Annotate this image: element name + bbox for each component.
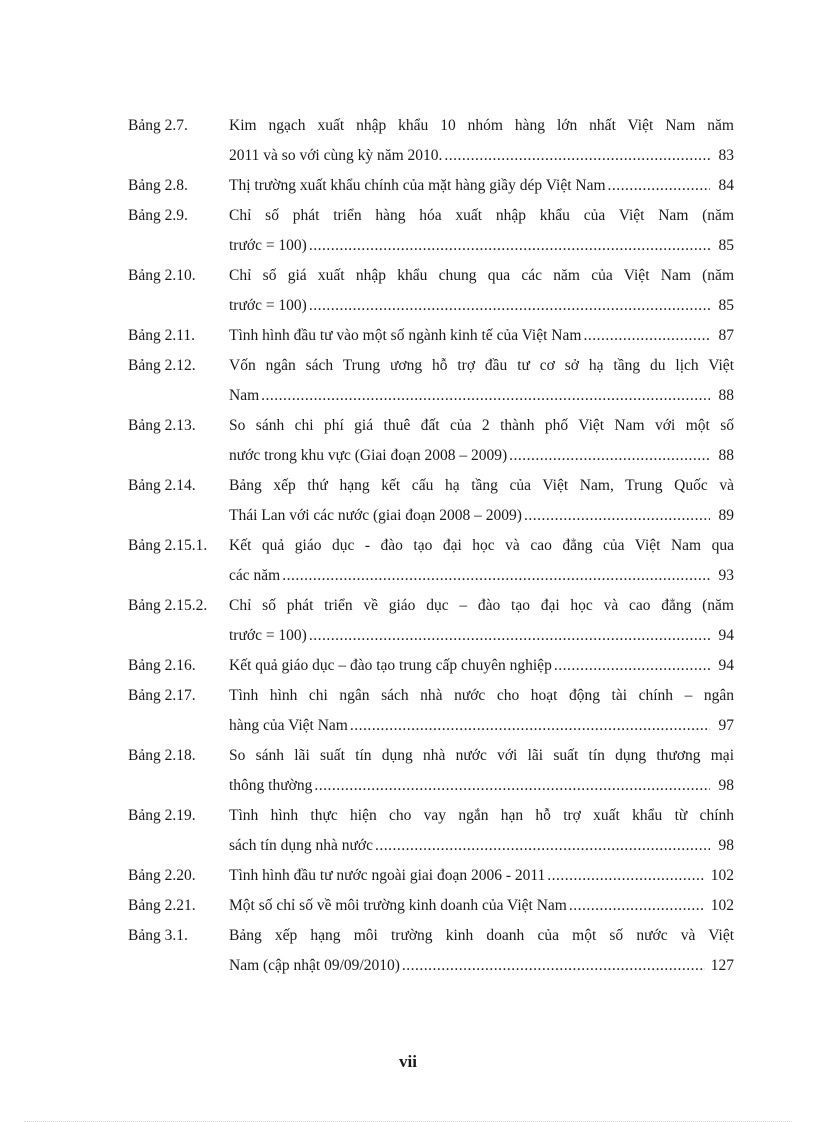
toc-entry[interactable] bbox=[128, 321, 734, 351]
entry-body bbox=[229, 891, 734, 921]
entry-body bbox=[229, 741, 734, 801]
table-number: Bảng 2.18. bbox=[128, 747, 196, 764]
entry-title-line: Vốn ngân sách Trung ương hỗ trợ đầu tư cơ sở hạ tầng du lịch Việt bbox=[229, 357, 734, 374]
dot-leader bbox=[444, 141, 710, 171]
entry-last-line bbox=[229, 621, 734, 651]
entry-last-line bbox=[229, 891, 734, 921]
dot-leader bbox=[309, 231, 710, 261]
table-number: Bảng 2.14. bbox=[128, 477, 196, 494]
dot-leader bbox=[309, 621, 710, 651]
entry-body bbox=[229, 921, 734, 981]
entry-title-end: Nam bbox=[229, 387, 260, 404]
dot-leader bbox=[375, 831, 710, 861]
table-number: Bảng 2.21. bbox=[128, 897, 196, 914]
entry-body bbox=[229, 861, 734, 891]
entry-last-line bbox=[229, 711, 734, 741]
toc-entry[interactable] bbox=[128, 201, 734, 261]
dot-leader bbox=[509, 441, 710, 471]
entry-last-line bbox=[229, 141, 734, 171]
entry-title-end: trước = 100) bbox=[229, 297, 307, 314]
page-ref: 97 bbox=[718, 717, 734, 734]
table-number: Bảng 2.20. bbox=[128, 867, 196, 884]
entry-title-end: Một số chỉ số về môi trường kinh doanh của Việt Nam bbox=[229, 897, 567, 914]
entry-title-line: Chỉ số phát triển hàng hóa xuất nhập khẩu của Việt Nam (năm bbox=[229, 207, 734, 224]
toc-entry[interactable] bbox=[128, 591, 734, 651]
page-ref: 127 bbox=[710, 957, 734, 974]
toc-entry[interactable] bbox=[128, 531, 734, 591]
toc-entry[interactable] bbox=[128, 741, 734, 801]
toc-entry[interactable] bbox=[128, 801, 734, 861]
dot-leader bbox=[309, 291, 710, 321]
entry-title-end: thông thường bbox=[229, 777, 313, 794]
table-number: Bảng 2.12. bbox=[128, 357, 196, 374]
entry-title-end: Thái Lan với các nước (giai đoạn 2008 – 2009) bbox=[229, 507, 522, 524]
entry-last-line bbox=[229, 291, 734, 321]
entry-title-end: nước trong khu vực (Giai đoạn 2008 – 2009) bbox=[229, 447, 508, 464]
entry-last-line bbox=[229, 561, 734, 591]
page-ref: 89 bbox=[718, 507, 734, 524]
dot-leader bbox=[583, 321, 710, 351]
page-ref: 98 bbox=[718, 837, 734, 854]
entry-body bbox=[229, 531, 734, 591]
entry-last-line bbox=[229, 501, 734, 531]
entry-title-end: Tình hình đầu tư vào một số ngành kinh tế của Việt Nam bbox=[229, 327, 582, 344]
dot-leader bbox=[350, 711, 710, 741]
table-number: Bảng 2.15.1. bbox=[128, 537, 208, 554]
toc-entry[interactable] bbox=[128, 651, 734, 681]
page-ref: 84 bbox=[718, 177, 734, 194]
entry-title-end: trước = 100) bbox=[229, 237, 307, 254]
table-number: Bảng 2.15.2. bbox=[128, 597, 208, 614]
toc-entry[interactable] bbox=[128, 861, 734, 891]
entry-title-end: Thị trường xuất khẩu chính của mặt hàng giầy dép Việt Nam bbox=[229, 177, 606, 194]
dot-leader bbox=[608, 171, 710, 201]
entry-body bbox=[229, 681, 734, 741]
entry-body bbox=[229, 591, 734, 651]
dot-leader bbox=[569, 891, 705, 921]
page-ref: 87 bbox=[718, 327, 734, 344]
entry-title-line: Tình hình chi ngân sách nhà nước cho hoạt động tài chính – ngân bbox=[229, 687, 734, 704]
entry-body bbox=[229, 201, 734, 261]
entry-title-line: Kim ngạch xuất nhập khẩu 10 nhóm hàng lớn nhất Việt Nam năm bbox=[229, 117, 734, 134]
page-ref: 88 bbox=[718, 447, 734, 464]
page-ref: 94 bbox=[718, 627, 734, 644]
entry-body bbox=[229, 111, 734, 171]
dot-leader bbox=[524, 501, 710, 531]
table-number: Bảng 2.8. bbox=[128, 177, 188, 194]
table-number: Bảng 2.11. bbox=[128, 327, 196, 344]
entry-title-line: Chỉ số phát triển về giáo dục – đào tạo đại học và cao đẳng (năm bbox=[229, 597, 734, 614]
dot-leader bbox=[314, 771, 710, 801]
entry-title-end: trước = 100) bbox=[229, 627, 307, 644]
table-number: Bảng 2.10. bbox=[128, 267, 196, 284]
toc-entry[interactable] bbox=[128, 351, 734, 411]
toc-entry[interactable] bbox=[128, 681, 734, 741]
entry-last-line bbox=[229, 231, 734, 261]
entry-title-line: Bảng xếp thứ hạng kết cấu hạ tầng của Việt Nam, Trung Quốc và bbox=[229, 477, 734, 494]
dot-leader bbox=[282, 561, 710, 591]
dot-leader bbox=[261, 381, 710, 411]
entry-body bbox=[229, 351, 734, 411]
entry-last-line bbox=[229, 381, 734, 411]
entry-title-end: sách tín dụng nhà nước bbox=[229, 837, 374, 854]
page-ref: 98 bbox=[718, 777, 734, 794]
toc-entry[interactable] bbox=[128, 921, 734, 981]
footer-divider bbox=[24, 1121, 792, 1122]
entry-title-line: Bảng xếp hạng môi trường kinh doanh của một số nước và Việt bbox=[229, 927, 734, 944]
entry-last-line bbox=[229, 951, 734, 981]
entry-title-line: Chỉ số giá xuất nhập khẩu chung qua các năm của Việt Nam (năm bbox=[229, 267, 734, 284]
entry-title-end: 2011 và so với cùng kỳ năm 2010. bbox=[229, 147, 443, 164]
page-ref: 88 bbox=[718, 387, 734, 404]
entry-title-end: Tình hình đầu tư nước ngoài giai đoạn 2006 - 2011 bbox=[229, 867, 546, 884]
page-ref: 94 bbox=[718, 657, 734, 674]
entry-body bbox=[229, 321, 734, 351]
entry-body bbox=[229, 171, 734, 201]
toc-entry[interactable] bbox=[128, 261, 734, 321]
entry-last-line bbox=[229, 831, 734, 861]
toc-entry[interactable] bbox=[128, 891, 734, 921]
entry-body bbox=[229, 471, 734, 531]
table-number: Bảng 3.1. bbox=[128, 927, 188, 944]
entry-title-end: hàng của Việt Nam bbox=[229, 717, 348, 734]
page-ref: 102 bbox=[710, 897, 734, 914]
toc-entry[interactable] bbox=[128, 471, 734, 531]
entry-title-line: So sánh chi phí giá thuê đất của 2 thành phố Việt Nam với một số bbox=[229, 417, 734, 434]
entry-body bbox=[229, 261, 734, 321]
dot-leader bbox=[402, 951, 705, 981]
page-ref: 85 bbox=[718, 237, 734, 254]
toc-entry[interactable] bbox=[128, 411, 734, 471]
entry-last-line bbox=[229, 441, 734, 471]
page-ref: 85 bbox=[718, 297, 734, 314]
toc-entry[interactable] bbox=[128, 171, 734, 201]
table-number: Bảng 2.9. bbox=[128, 207, 188, 224]
page-number: vii bbox=[399, 1052, 417, 1071]
table-number: Bảng 2.7. bbox=[128, 117, 188, 134]
toc-entry[interactable] bbox=[128, 111, 734, 171]
entry-body bbox=[229, 801, 734, 861]
entry-body bbox=[229, 411, 734, 471]
table-number: Bảng 2.16. bbox=[128, 657, 196, 674]
dot-leader bbox=[554, 651, 710, 681]
entry-last-line bbox=[229, 771, 734, 801]
entry-last-line bbox=[229, 861, 734, 891]
entry-last-line bbox=[229, 651, 734, 681]
entry-title-end: Nam (cập nhật 09/09/2010) bbox=[229, 957, 400, 974]
page-ref: 83 bbox=[718, 147, 734, 164]
table-list bbox=[128, 111, 734, 981]
entry-title-line: Kết quả giáo dục - đào tạo đại học và cao đẳng của Việt Nam qua bbox=[229, 537, 734, 554]
entry-title-end: các năm bbox=[229, 567, 281, 584]
entry-title-end: Kết quả giáo dục – đào tạo trung cấp chuyên nghiệp bbox=[229, 657, 552, 674]
page-ref: 93 bbox=[718, 567, 734, 584]
page-ref: 102 bbox=[710, 867, 734, 884]
table-number: Bảng 2.13. bbox=[128, 417, 196, 434]
entry-title-line: So sánh lãi suất tín dụng nhà nước với lãi suất tín dụng thương mại bbox=[229, 747, 734, 764]
table-number: Bảng 2.19. bbox=[128, 807, 196, 824]
entry-last-line bbox=[229, 321, 734, 351]
entry-last-line bbox=[229, 171, 734, 201]
dot-leader bbox=[547, 861, 704, 891]
entry-body bbox=[229, 651, 734, 681]
table-number: Bảng 2.17. bbox=[128, 687, 196, 704]
entry-title-line: Tình hình thực hiện cho vay ngắn hạn hỗ trợ xuất khẩu từ chính bbox=[229, 807, 734, 824]
